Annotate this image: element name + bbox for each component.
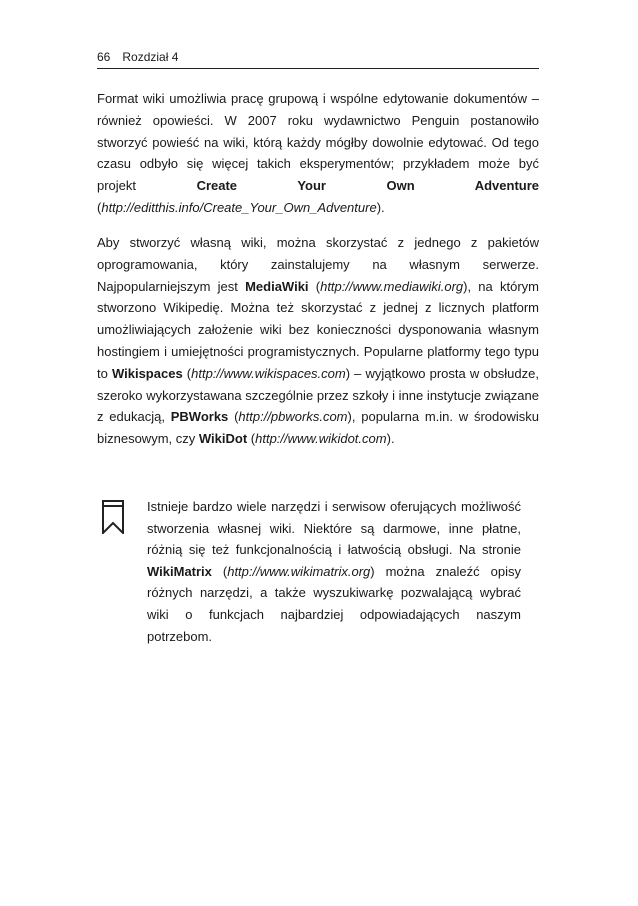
text: ( [211,563,228,579]
text: ( [97,199,102,215]
paragraph-wiki-platforms [97,232,539,450]
text: ). [376,199,385,215]
text: ), na którym stworzono Wikipedię. Można też skorzystać z jednej z licznych platform umożliwiających założenie wiki bez konieczności dysponowania własnym hostingiem i umiejętności programistycznych. Popularne platformy tego typu to [97,278,539,381]
text: ( [247,431,256,447]
url-mediawiki: http://www.mediawiki.org [320,278,464,294]
text: ) można znaleźć opisy różnych narzędzi, a także wyszukiwarkę pozwalającą wybrać wiki o funkcjach najbardziej odpowiadających naszym potrzebom. [147,563,521,644]
chapter-title: Rozdział 4 [122,50,179,64]
bookmark-icon [101,500,125,534]
name-mediawiki: MediaWiki [245,278,309,294]
running-header [97,50,539,69]
url-pbworks: http://pbworks.com [238,409,348,425]
name-wikidot: WikiDot [198,431,248,447]
name-wikimatrix: WikiMatrix [147,563,212,579]
text: Aby stworzyć własną wiki, można skorzystać z jednego z pakietów oprogramowania, który zainstalujemy na własnym serwerze. Najpopularniejszym jest [97,235,539,294]
project-name-create-your-own-adventure: Create Your Own Adventure [196,178,540,194]
name-pbworks: PBWorks [170,409,229,425]
url-wikidot: http://www.wikidot.com [255,431,387,447]
text: ( [182,365,192,381]
name-wikispaces: Wikispaces [111,365,183,381]
text: ). [386,431,395,447]
note-wiki-tools [147,496,521,647]
text: ) – wyjątkowo prosta w obsłudze, szeroko wykorzystawana szczególnie przez szkoły i inne instytucje związane z edukacją, [97,365,539,425]
text: ), popularna m.in. w środowisku biznesowym, czy [97,409,539,447]
page-number: 66 [97,50,111,64]
url-wikimatrix: http://www.wikimatrix.org [227,563,371,579]
text: Istnieje bardzo wiele narzędzi i serwisow oferujących możliwość stworzenia własnej wiki. Niektóre są darmowe, inne płatne, różnią się też funkcjonalnością i łatwością obsługi. Na stronie [147,499,521,558]
text: ( [228,409,239,425]
text: Format wiki umożliwia pracę grupową i wspólne edytowanie dokumentów – również opowieści. W 2007 roku wydawnictwo Penguin postanowiło stworzyć powieść na wiki, którą każdy mógłby dowolnie edytować. Od tego czasu odbyło się więcej takich eksperymentów; przykładem może być projekt [97,91,539,194]
paragraph-wiki-collaboration [97,88,539,219]
url-wikispaces: http://www.wikispaces.com [191,365,346,381]
url-editthis: http://editthis.info/Create_Your_Own_Adventure [101,199,377,215]
text: ( [308,278,321,294]
